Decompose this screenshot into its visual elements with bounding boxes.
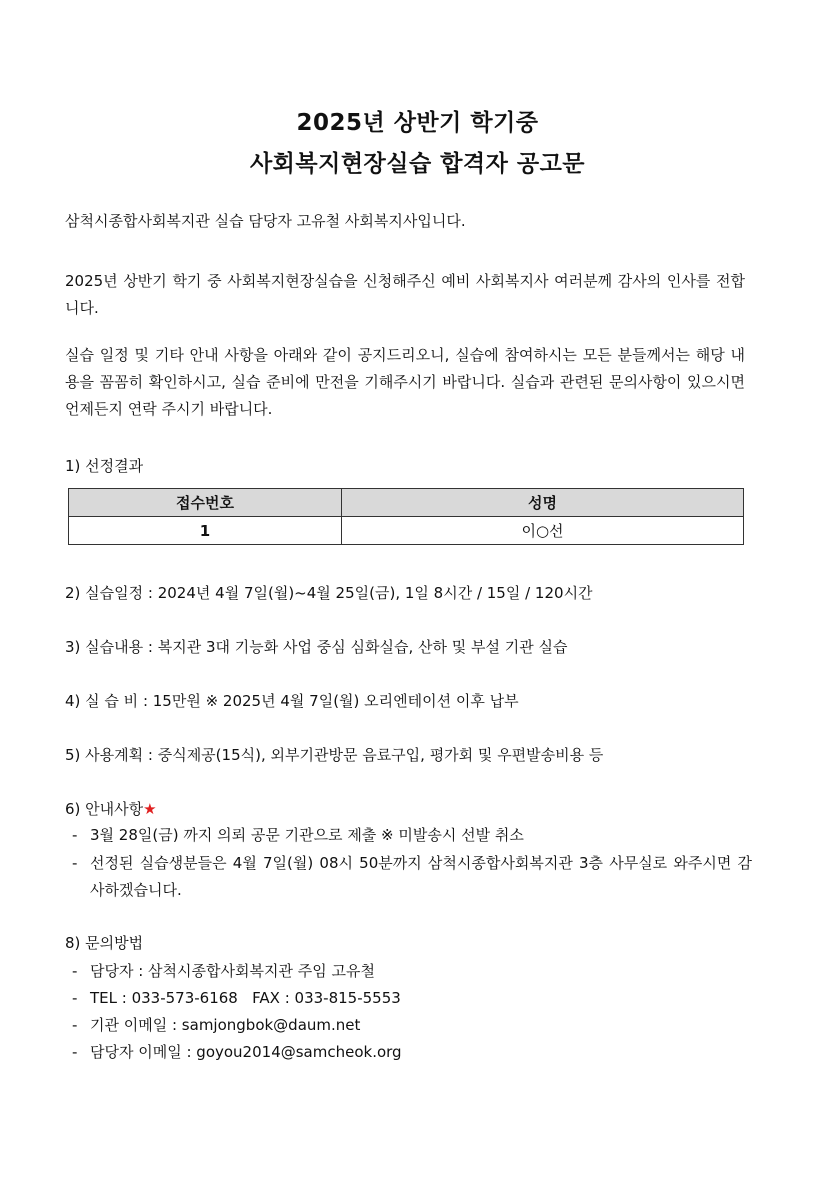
title-line-1: 2025년 상반기 학기중 <box>296 110 539 136</box>
intro-paragraph: 삼척시종합사회복지관 실습 담당자 고유철 사회복지사입니다. <box>65 212 466 230</box>
notice-item-1: 3월 28일(금) 까지 의뢰 공문 기관으로 제출 ※ 미발송시 선발 취소 <box>90 826 524 844</box>
list-item <box>72 1041 752 1063</box>
section-5-usage-plan: 5) 사용계획 : 중식제공(15식), 외부기관방문 음료구입, 평가회 및 우편발송비용 등 <box>65 746 604 764</box>
dash-bullet: - <box>72 962 78 980</box>
title-line-2: 사회복지현장실습 합격자 공고문 <box>249 151 586 177</box>
dash-bullet: - <box>72 854 78 872</box>
contact-org-email: 기관 이메일 : samjongbok@daum.net <box>90 1016 361 1034</box>
section-2-schedule: 2) 실습일정 : 2024년 4월 7일(월)~4월 25일(금), 1일 8시간 / 15일 / 120시간 <box>65 584 593 602</box>
list-item <box>72 1014 752 1036</box>
section-6-heading-wrap <box>65 798 157 820</box>
star-icon: ★ <box>143 800 157 818</box>
table-header-row <box>69 489 744 517</box>
cell-receipt-number: 1 <box>69 517 342 545</box>
list-item <box>72 960 752 982</box>
section-3-content: 3) 실습내용 : 복지관 3대 기능화 사업 중심 심화실습, 산하 및 부설 기관 실습 <box>65 638 568 656</box>
column-header-name: 성명 <box>342 489 744 517</box>
result-table <box>68 488 744 545</box>
dash-bullet: - <box>72 1016 78 1034</box>
column-header-receipt-number: 접수번호 <box>69 489 342 517</box>
section-1-heading: 1) 선정결과 <box>65 457 144 475</box>
notice-item-2: 선정된 실습생분들은 4월 7일(월) 08시 50분까지 삼척시종합사회복지관 3층 사무실로 와주시면 감사하겠습니다. <box>90 854 752 899</box>
list-item <box>72 850 752 904</box>
contact-person-email: 담당자 이메일 : goyou2014@samcheok.org <box>90 1043 402 1061</box>
dash-bullet: - <box>72 826 78 844</box>
table-row <box>69 517 744 545</box>
section-6-heading: 6) 안내사항 <box>65 800 144 818</box>
section-8-heading: 8) 문의방법 <box>65 934 144 952</box>
contact-person: 담당자 : 삼척시종합사회복지관 주임 고유철 <box>90 962 375 980</box>
dash-bullet: - <box>72 989 78 1007</box>
section-4-fee: 4) 실 습 비 : 15만원 ※ 2025년 4월 7일(월) 오리엔테이션 이후 납부 <box>65 692 519 710</box>
cell-name: 이○선 <box>342 517 744 545</box>
greeting-paragraph: 2025년 상반기 학기 중 사회복지현장실습을 신청해주신 예비 사회복지사 여러분께 감사의 인사를 전합니다. <box>65 272 745 317</box>
list-item <box>72 987 752 1009</box>
list-item <box>72 824 752 846</box>
notice-paragraph: 실습 일정 및 기타 안내 사항을 아래와 같이 공지드리오니, 실습에 참여하시는 모든 분들께서는 해당 내용을 꼼꼼히 확인하시고, 실습 준비에 만전을 기해주시기 바랍니다. 실습과 관련된 문의사항이 있으시면 언제든지 연락 주시기 바랍니다. <box>65 346 745 418</box>
dash-bullet: - <box>72 1043 78 1061</box>
contact-phone-fax: TEL : 033-573-6168 FAX : 033-815-5553 <box>90 989 401 1007</box>
